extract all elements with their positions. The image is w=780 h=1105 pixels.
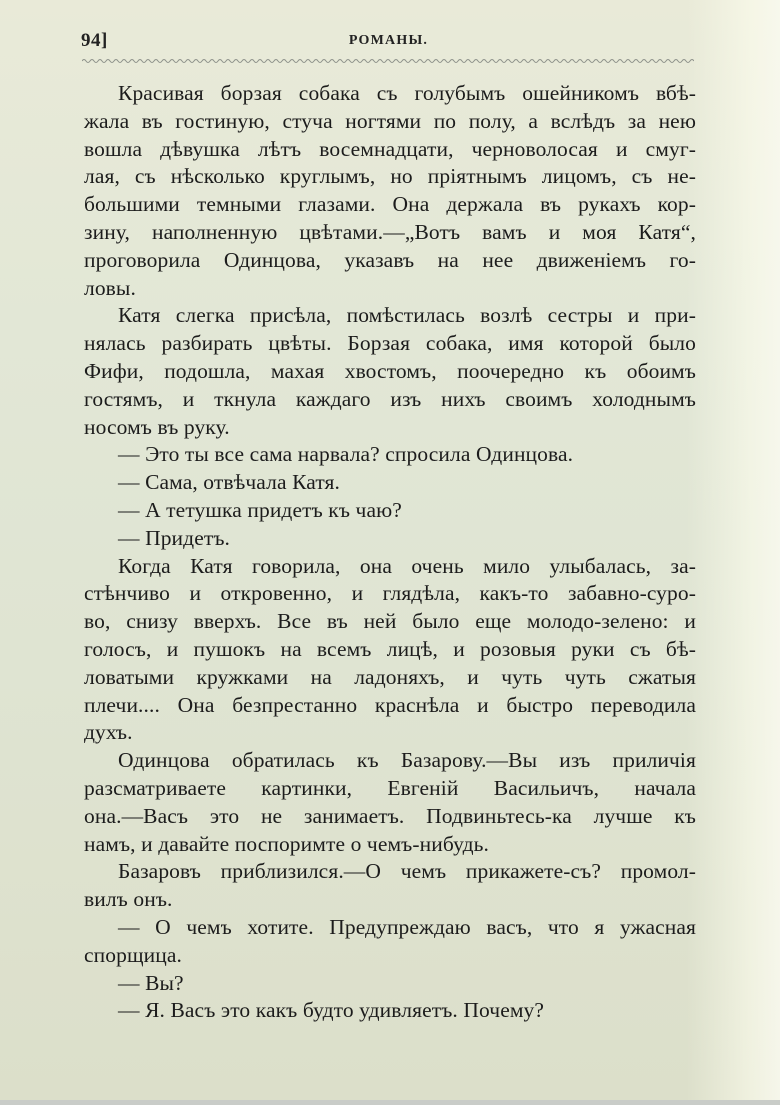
dialogue-line: [84, 497, 696, 525]
text-line: Фифи, подошла, махая хвостомъ, поочередно къ обоимъ: [84, 358, 696, 383]
text-line: вошла дѣвушка лѣтъ восемнадцати, черноволосая и смуг-: [84, 136, 696, 161]
body-text: [84, 80, 696, 1025]
paragraph-katya-sits: [84, 302, 696, 441]
running-title: РОМАНЫ.: [348, 33, 429, 48]
text-line: Красивая борзая собака съ голубымъ ошейникомъ вбѣ-: [118, 81, 696, 105]
paragraph-dog-and-katya: [84, 80, 696, 302]
text-line: — Вы?: [118, 970, 184, 995]
text-line: она.—Васъ это не занимаетъ. Подвиньтесь-ка лучше къ: [84, 803, 696, 828]
text-line: ловатыми кружками на ладоняхъ, и чуть чуть сжатыя: [84, 664, 696, 689]
paragraph-katya-description: [84, 553, 696, 748]
text-line: жала въ гостиную, стуча ногтями по полу, а вслѣдъ за нею: [84, 108, 696, 133]
text-line: — О чемъ хотите. Предупреждаю васъ, что я ужасная: [118, 914, 696, 939]
dialogue-line: [84, 441, 696, 469]
text-line: большими темными глазами. Она держала въ рукахъ кор-: [84, 192, 696, 217]
text-line: ловы.: [84, 275, 136, 300]
text-line: зину, наполненную цвѣтами.—„Вотъ вамъ и моя Катя“,: [84, 219, 696, 244]
paragraph-bazarov-approaches: [84, 858, 696, 914]
text-line: разсматриваете картинки, Евгеній Васильичъ, начала: [84, 775, 696, 800]
text-line: стѣнчиво и откровенно, и глядѣла, какъ-то забавно-суро-: [84, 581, 696, 606]
wavy-rule-divider: [82, 58, 694, 64]
text-line: вилъ онъ.: [84, 887, 173, 912]
dialogue-line: [84, 525, 696, 553]
dialogue-line: [84, 469, 696, 497]
text-line: Катя слегка присѣла, помѣстилась возлѣ сестры и при-: [118, 303, 696, 328]
text-line: нялась разбирать цвѣты. Борзая собака, имя которой было: [84, 331, 696, 356]
text-line: намъ, и давайте поспоримте о чемъ-нибудь.: [84, 831, 489, 856]
running-head: [81, 30, 696, 54]
paragraph-odintsova-to-bazarov: [84, 747, 696, 858]
text-line: проговорила Одинцова, указавъ на нее движеніемъ го-: [84, 247, 696, 272]
text-line: носомъ въ руку.: [84, 414, 230, 439]
paragraph-arguer: [84, 914, 696, 970]
text-line: во, снизу вверхъ. Все въ ней было еще молодо-зелено: и: [84, 609, 696, 634]
text-line: Одинцова обратилась къ Базарову.—Вы изъ приличія: [118, 748, 696, 773]
text-line: духъ.: [84, 720, 133, 745]
text-line: — Сама, отвѣчала Катя.: [118, 470, 341, 495]
dialogue-line: [84, 970, 696, 998]
scan-bottom-edge: [0, 1100, 780, 1105]
text-line: — Я. Васъ это какъ будто удивляетъ. Почему?: [118, 998, 545, 1023]
text-line: спорщица.: [84, 942, 182, 967]
dialogue-line: [84, 997, 696, 1025]
page-number: 94]: [81, 30, 108, 51]
text-line: лая, съ нѣсколько круглымъ, но пріятнымъ лицомъ, съ не-: [84, 164, 696, 189]
text-line: — Придетъ.: [118, 525, 231, 550]
text-line: — Это ты все сама нарвала? спросила Одинцова.: [118, 442, 574, 467]
text-line: Базаровъ приблизился.—О чемъ прикажете-съ? промол-: [118, 859, 696, 884]
text-line: гостямъ, и ткнула каждаго изъ нихъ своимъ холоднымъ: [84, 386, 696, 411]
text-line: голосъ, и пушокъ на всемъ лицѣ, и розовыя руки съ бѣ-: [84, 636, 696, 661]
text-line: плечи.... Она безпрестанно краснѣла и быстро переводила: [84, 692, 696, 717]
text-line: — А тетушка придетъ къ чаю?: [118, 497, 402, 522]
text-line: Когда Катя говорила, она очень мило улыбалась, за-: [118, 553, 696, 578]
